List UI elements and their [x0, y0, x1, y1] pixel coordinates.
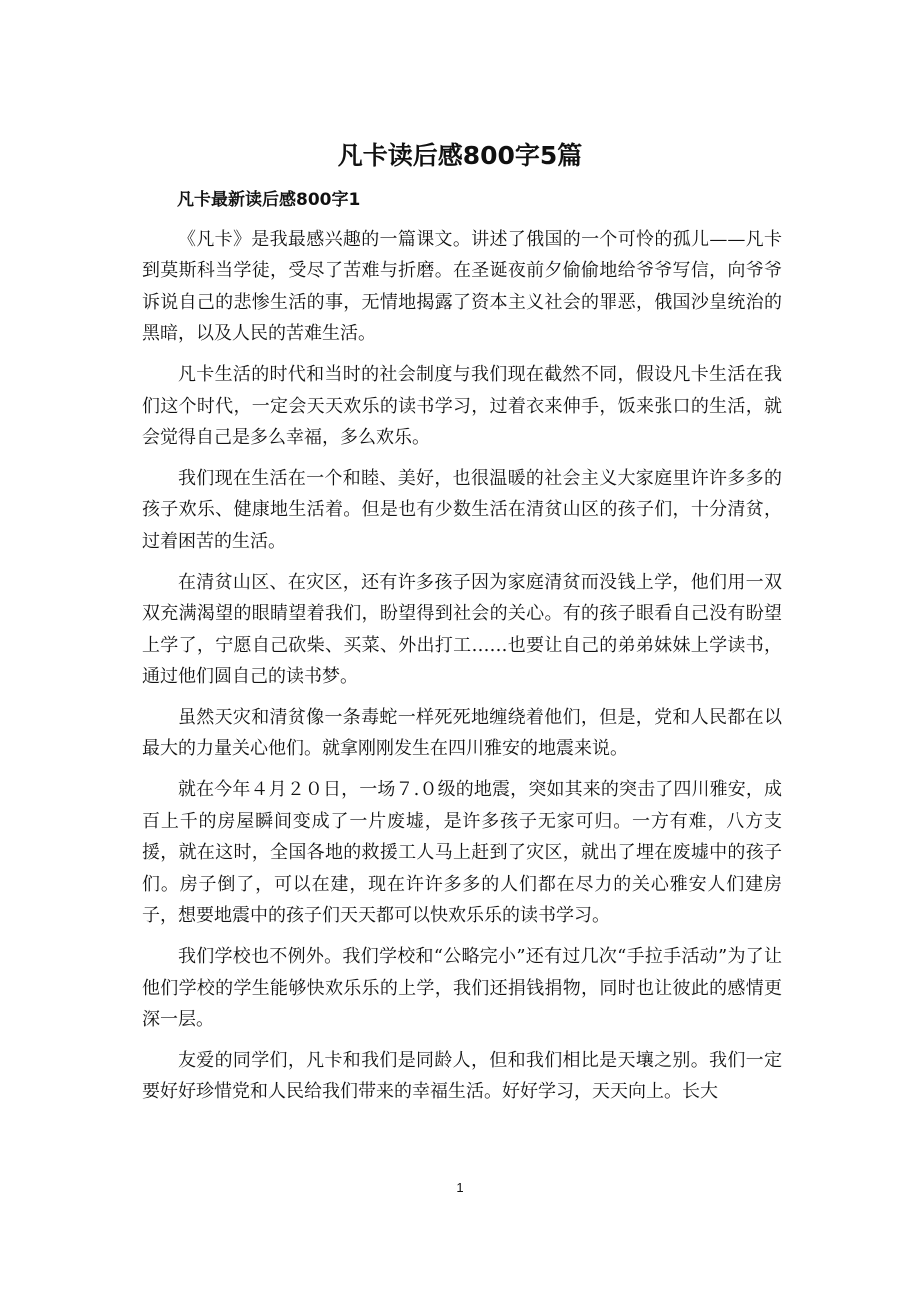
- paragraph: 就在今年４月２０日，一场７.０级的地震，突如其来的突击了四川雅安，成百上千的房屋瞬间变成了一片废墟，是许多孩子无家可归。一方有难，八方支援，就在这时，全国各地的救援工人马上赶到了灾区，就出了埋在废墟中的孩子们。房子倒了，可以在建，现在许许多多的人们都在尽力的关心雅安人们建房子，想要地震中的孩子们天天都可以快欢乐乐的读书学习。: [142, 779, 782, 927]
- paragraph: 《凡卡》是我最感兴趣的一篇课文。讲述了俄国的一个可怜的孤儿——凡卡到莫斯科当学徒，受尽了苦难与折磨。在圣诞夜前夕偷偷地给爷爷写信，向爷爷诉说自己的悲惨生活的事，无情地揭露了资本主义社会的罪恶，俄国沙皇统治的黑暗，以及人民的苦难生活。: [142, 229, 782, 345]
- section-heading: 凡卡最新读后感800字1: [177, 190, 361, 210]
- document-title: 凡卡读后感800字5篇: [337, 141, 583, 170]
- paragraph: 在清贫山区、在灾区，还有许多孩子因为家庭清贫而没钱上学，他们用一双双充满渴望的眼睛望着我们，盼望得到社会的关心。有的孩子眼看自己没有盼望上学了，宁愿自己砍柴、买菜、外出打工……也要让自己的弟弟妹妹上学读书，通过他们圆自己的读书梦。: [142, 571, 782, 688]
- document-body: [142, 224, 782, 1117]
- paragraph: 凡卡生活的时代和当时的社会制度与我们现在截然不同，假设凡卡生活在我们这个时代，一定会天天欢乐的读书学习，过着衣来伸手，饭来张口的生活，就会觉得自己是多么幸福，多么欢乐。: [142, 364, 782, 449]
- paragraph: 友爱的同学们，凡卡和我们是同龄人，但和我们相比是天壤之别。我们一定要好好珍惜党和人民给我们带来的幸福生活。好好学习，天天向上。长大: [142, 1049, 782, 1103]
- paragraph: 虽然天灾和清贫像一条毒蛇一样死死地缠绕着他们，但是，党和人民都在以最大的力量关心他们。就拿刚刚发生在四川雅安的地震来说。: [142, 707, 782, 760]
- page-number: 1: [456, 1180, 464, 1195]
- paragraph: 我们学校也不例外。我们学校和“公略完小”还有过几次“手拉手活动”为了让他们学校的学生能够快欢乐乐的上学，我们还捐钱捐物，同时也让彼此的感情更深一层。: [142, 946, 782, 1030]
- paragraph: 我们现在生活在一个和睦、美好，也很温暖的社会主义大家庭里许许多多的孩子欢乐、健康地生活着。但是也有少数生活在清贫山区的孩子们，十分清贫，过着困苦的生活。: [142, 468, 782, 552]
